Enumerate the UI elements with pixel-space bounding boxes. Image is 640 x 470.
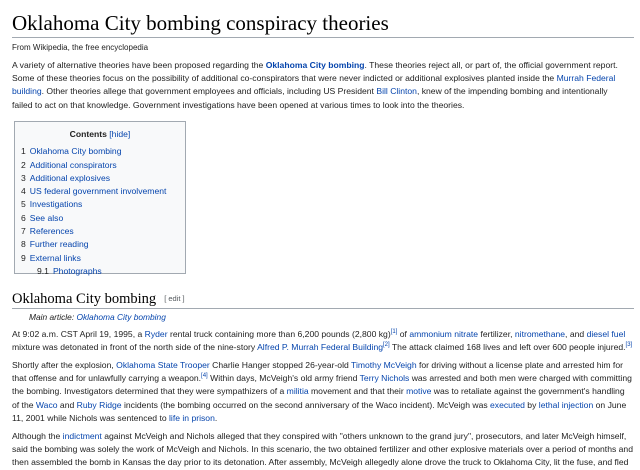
- text: .: [214, 412, 218, 423]
- text: movement and that their: [308, 386, 407, 397]
- toc-link[interactable]: See also: [29, 212, 64, 223]
- toc-number: 4: [21, 186, 26, 197]
- toc-link[interactable]: References: [29, 225, 74, 236]
- toc-title: Contents: [69, 129, 107, 139]
- toc-header: [21, 128, 179, 141]
- toc-number: 1: [21, 146, 26, 157]
- citation-link[interactable]: [4]: [201, 373, 208, 380]
- text: Shortly after the explosion,: [12, 360, 117, 370]
- link-bill-clinton[interactable]: Bill Clinton: [376, 86, 417, 97]
- toc-number: 9: [21, 252, 26, 263]
- body-paragraph: [12, 430, 634, 470]
- text: Within days, McVeigh's old army friend: [207, 373, 360, 384]
- toc-number: 8: [21, 239, 26, 250]
- lead-text: . Other theories allege that government employees and officials, including US President: [41, 86, 377, 97]
- toc-link[interactable]: External links: [29, 252, 81, 263]
- link-ryder[interactable]: Ryder: [144, 329, 168, 339]
- toc-item[interactable]: [21, 212, 179, 225]
- site-tagline: From Wikipedia, the free encyclopedia: [12, 43, 149, 52]
- toc-link[interactable]: US federal government involvement: [29, 186, 167, 197]
- toc-item[interactable]: [21, 145, 179, 158]
- link-terry-nichols[interactable]: Terry Nichols: [359, 373, 410, 384]
- link-murrah-building[interactable]: Alfred P. Murrah Federal Building: [257, 342, 384, 353]
- section-divider: [12, 308, 634, 309]
- lead-paragraph: [12, 59, 630, 112]
- toc-number: 7: [21, 225, 26, 236]
- table-of-contents: [14, 121, 186, 274]
- toc-list: [21, 145, 179, 278]
- link-oklahoma-city-bombing[interactable]: Oklahoma City bombing: [265, 60, 365, 70]
- link-ruby-ridge[interactable]: Ruby Ridge: [76, 399, 122, 410]
- text: on June 11, 2001 while Nichols was sentenced to: [12, 399, 627, 423]
- text: of: [397, 329, 410, 339]
- text: and: [57, 399, 77, 410]
- link-nitromethane[interactable]: nitromethane: [514, 329, 566, 339]
- toc-link[interactable]: Oklahoma City bombing: [29, 146, 122, 157]
- toc-link[interactable]: Further reading: [29, 239, 89, 250]
- toc-number: 5: [21, 199, 26, 210]
- toc-item[interactable]: [21, 185, 179, 198]
- body-paragraph: [12, 359, 634, 425]
- text: mixture was detonated in front of the north side of the nine-story: [12, 342, 258, 353]
- link-motive[interactable]: motive: [406, 386, 432, 397]
- hatnote-prefix: Main article:: [29, 312, 77, 322]
- hatnote-link[interactable]: Oklahoma City bombing: [76, 312, 166, 322]
- main-article-hatnote: [29, 311, 166, 324]
- citation-link[interactable]: [3]: [625, 342, 633, 349]
- page-title: Oklahoma City bombing conspiracy theories: [12, 11, 389, 35]
- link-indictment[interactable]: indictment: [62, 431, 102, 441]
- link-oklahoma-state-trooper[interactable]: Oklahoma State Trooper: [116, 360, 210, 370]
- link-executed[interactable]: executed: [490, 399, 525, 410]
- section-edit-link[interactable]: [ edit ]: [164, 294, 185, 303]
- toc-link[interactable]: Additional conspirators: [29, 159, 117, 170]
- link-timothy-mcveigh[interactable]: Timothy McVeigh: [351, 360, 417, 370]
- section-heading: [12, 290, 185, 308]
- toc-number: 6: [21, 212, 26, 223]
- toc-item[interactable]: [21, 198, 179, 211]
- link-diesel-fuel[interactable]: diesel fuel: [586, 329, 626, 339]
- text: At 9:02 a.m. CST April 19, 1995, a: [12, 329, 145, 339]
- toc-subitem[interactable]: [21, 265, 179, 278]
- toc-number: 2: [21, 159, 26, 170]
- text: against McVeigh and Nichols alleged that they conspired with "others unknown to the grand jury", prosecutors, and later McVeigh himself, said the bombing was solely the work of McVeigh and Nichols. In this scenario, the two obtained fertilizer and other explosive materials over a period of months and then assembled the bomb in Kansas the day prior to its detonation. After assembly, McVeigh allegedly alone drove the truck to Oklahoma City, lit the fuse, and fled: [12, 431, 633, 468]
- link-militia[interactable]: militia: [286, 386, 309, 397]
- section-title: Oklahoma City bombing: [12, 291, 157, 307]
- link-waco[interactable]: Waco: [35, 399, 58, 410]
- link-murrah-federal-building[interactable]: Murrah Federal building: [12, 73, 616, 97]
- link-life-in-prison[interactable]: life in prison: [169, 412, 215, 423]
- text: Charlie Hanger stopped 26-year-old: [209, 360, 352, 370]
- text: fertilizer,: [478, 329, 515, 339]
- toc-number: 3: [21, 172, 26, 183]
- toc-item[interactable]: [21, 159, 179, 172]
- text: was arrested and both men were charged with committing the bombing. Investigators determined that they were sympathizers of a: [12, 373, 632, 397]
- text: Although the: [12, 431, 63, 441]
- text: was to retaliate against the government's handling of the: [12, 386, 625, 410]
- text: , and: [565, 329, 587, 339]
- citation-link[interactable]: [1]: [390, 329, 398, 335]
- toc-number: 9.1: [37, 265, 49, 276]
- toc-link[interactable]: Photographs: [52, 265, 102, 276]
- text: rental truck containing more than 6,200 pounds (2,800 kg): [167, 329, 391, 339]
- link-ammonium-nitrate[interactable]: ammonium nitrate: [409, 329, 479, 339]
- text: incidents (the bombing occurred on the second anniversary of the Waco incident). McVeigh was: [121, 399, 491, 410]
- lead-text: . These theories reject all, or part of, the official government report. Some of these theories focus on the possibility of additional co-conspirators that were never indicted or additional explosives planted inside the: [12, 60, 618, 84]
- toc-link[interactable]: Investigations: [29, 199, 83, 210]
- toc-item[interactable]: [21, 252, 179, 265]
- text: The attack claimed 168 lives and left over 600 people injured.: [389, 342, 626, 353]
- toc-item[interactable]: [21, 172, 179, 185]
- body-paragraph: [12, 328, 634, 354]
- toc-item[interactable]: [21, 225, 179, 238]
- toc-hide-link[interactable]: [hide]: [109, 129, 131, 139]
- title-divider: [12, 37, 634, 38]
- toc-link[interactable]: Additional explosives: [29, 172, 111, 183]
- lead-text: A variety of alternative theories have been proposed regarding the: [12, 60, 266, 70]
- toc-item[interactable]: [21, 238, 179, 251]
- citation-link[interactable]: [2]: [383, 342, 390, 349]
- text: by: [524, 399, 539, 410]
- link-lethal-injection[interactable]: lethal injection: [538, 399, 594, 410]
- text: for driving without a license plate and arrested him for that offense and for unlawfully carrying a weapon.: [12, 360, 623, 384]
- lead-text: , knew of the impending bombing and intentionally failed to act on that knowledge. Government investigations have been opened at various times to look into the theories.: [12, 86, 608, 110]
